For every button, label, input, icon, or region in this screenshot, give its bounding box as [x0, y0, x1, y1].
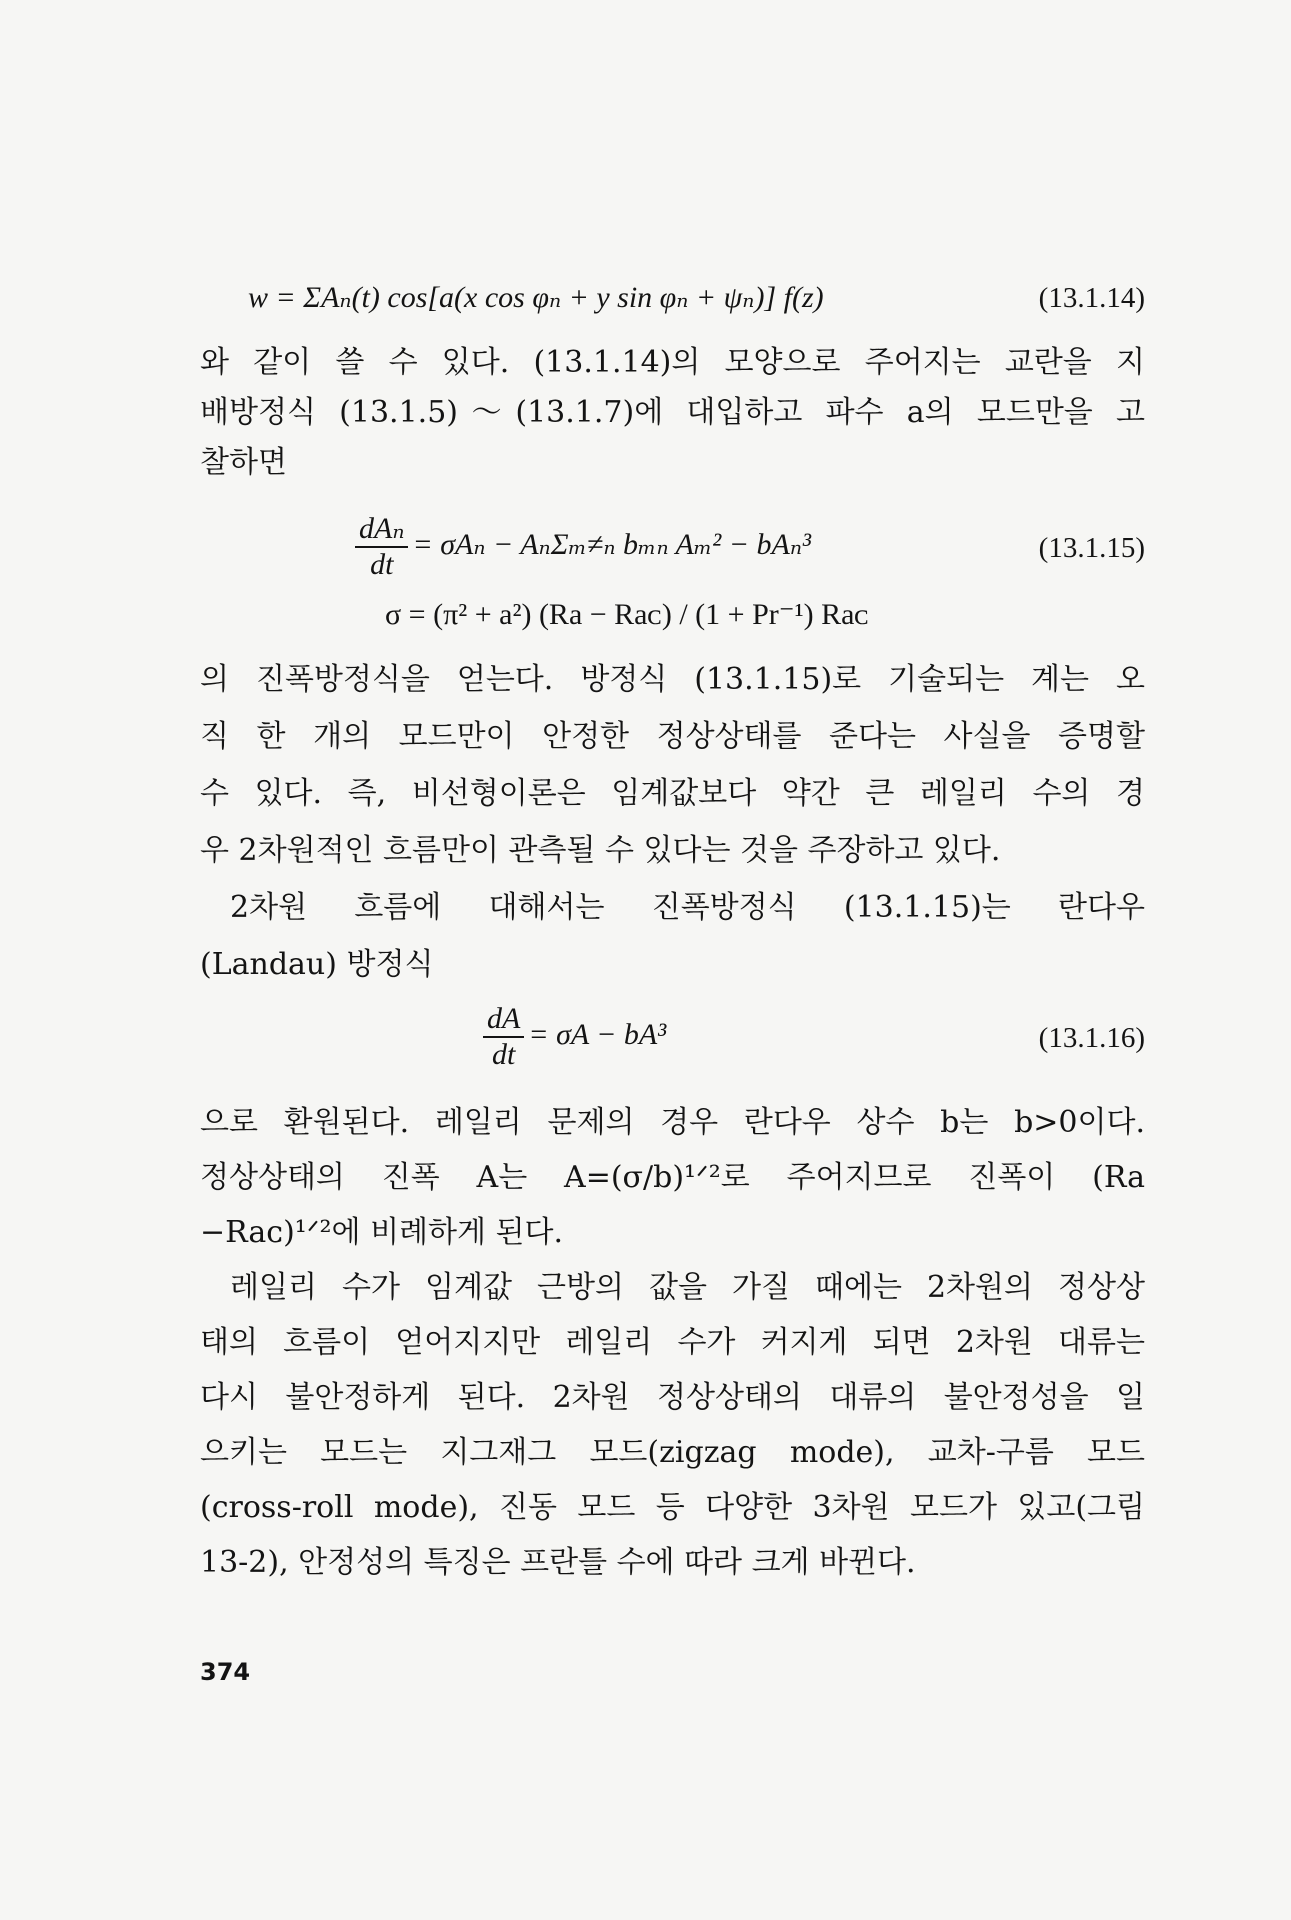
text-line-17: (cross-roll mode), 진동 모드 등 다양한 3차원 모드가 있고(그림: [200, 1490, 1145, 1525]
text-line-7: 우 2차원적인 흐름만이 관측될 수 있다는 것을 주장하고 있다.: [200, 833, 1001, 868]
page-number: 374: [200, 1658, 251, 1686]
text-line-18: 13-2), 안정성의 특징은 프란틀 수에 따라 크게 바뀐다.: [200, 1545, 916, 1580]
fraction-denominator: dt: [491, 1038, 516, 1071]
text-line-2: 배방정식 (13.1.5)～(13.1.7)에 대입하고 파수 a의 모드만을 고: [200, 395, 1145, 430]
text-line-14: 태의 흐름이 얻어지지만 레일리 수가 커지게 되면 2차원 대류는: [200, 1325, 1145, 1360]
equation-13-1-15: [355, 512, 811, 582]
text-line-5: 직 한 개의 모드만이 안정한 정상상태를 준다는 사실을 증명할: [200, 719, 1145, 754]
text-line-8: 2차원 흐름에 대해서는 진폭방정식 (13.1.15)는 란다우: [230, 890, 1145, 925]
text-line-9: (Landau) 방정식: [200, 947, 434, 982]
equation-13-1-14: w = ΣAₙ(t) cos[a(x cos φₙ + y sin φₙ + ψₙ)] f(z): [248, 281, 824, 314]
text-line-13: 레일리 수가 임계값 근방의 값을 가질 때에는 2차원의 정상상: [230, 1270, 1145, 1305]
text-line-1: 와 같이 쓸 수 있다. (13.1.14)의 모양으로 주어지는 교란을 지: [200, 345, 1145, 380]
fraction: [483, 1002, 524, 1072]
text-line-3: 찰하면: [200, 445, 287, 480]
fraction-numerator: dAₙ: [355, 512, 408, 548]
fraction-numerator: dA: [483, 1002, 524, 1038]
equation-rhs: = σAₙ − AₙΣₘ≠ₙ bₘₙ Aₘ² − bAₙ³: [412, 527, 811, 561]
equation-number-13-1-15: (13.1.15): [1038, 532, 1145, 564]
equation-13-1-16: [483, 1002, 666, 1072]
text-line-10: 으로 환원된다. 레일리 문제의 경우 란다우 상수 b는 b>0이다.: [200, 1105, 1145, 1140]
text-line-12: −Raᴄ)¹ᐟ²에 비례하게 된다.: [200, 1215, 564, 1250]
text-line-6: 수 있다. 즉, 비선형이론은 임계값보다 약간 큰 레일리 수의 경: [200, 776, 1145, 811]
text-line-4: 의 진폭방정식을 얻는다. 방정식 (13.1.15)로 기술되는 계는 오: [200, 662, 1145, 697]
sigma-definition: σ = (π² + a²) (Ra − Raᴄ) / (1 + Pr⁻¹) Raᴄ: [385, 598, 869, 631]
text-line-11: 정상상태의 진폭 A는 A=(σ/b)¹ᐟ²로 주어지므로 진폭이 (Ra: [200, 1160, 1145, 1195]
equation-number-13-1-14: (13.1.14): [1038, 282, 1145, 314]
fraction: [355, 512, 408, 582]
equation-rhs: = σA − bA³: [528, 1017, 667, 1051]
text-line-16: 으키는 모드는 지그재그 모드(zigzag mode), 교차-구름 모드: [200, 1435, 1145, 1470]
fraction-denominator: dt: [370, 548, 394, 581]
text-line-15: 다시 불안정하게 된다. 2차원 정상상태의 대류의 불안정성을 일: [200, 1380, 1145, 1415]
equation-number-13-1-16: (13.1.16): [1038, 1022, 1145, 1054]
